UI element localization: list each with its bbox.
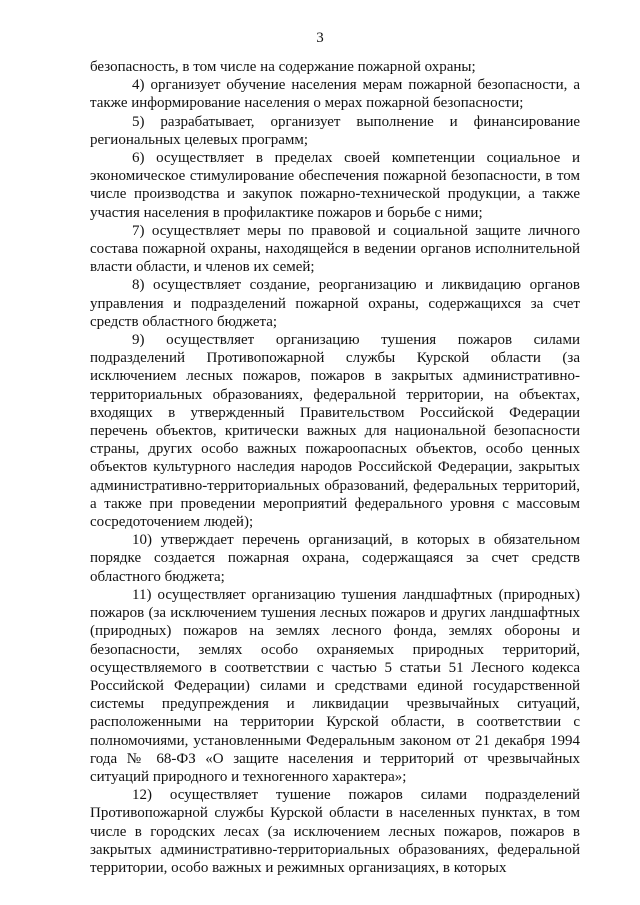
- paragraph-item-12: 12) осуществляет тушение пожаров силами подразделений Противопожарной службы Курской области в населенных пунктах, в том числе в городских лесах (за исключением лесных пожаров, пожаров в закрытых административно-территориальных образованиях, федеральной территории, особо важных и режимных организациях, в которых: [90, 787, 580, 876]
- paragraph-item-8: 8) осуществляет создание, реорганизацию и ликвидацию органов управления и подразделений пожарной охраны, содержащихся за счет средств областного бюджета;: [90, 277, 580, 330]
- paragraph-item-10: 10) утверждает перечень организаций, в которых в обязательном порядке создается пожарная охрана, содержащаяся за счет средств областного бюджета;: [90, 532, 580, 585]
- paragraph-item-11: 11) осуществляет организацию тушения ландшафтных (природных) пожаров (за исключением тушения лесных пожаров и других ландшафтных (природных) пожаров на землях лесного фонда, землях обороны и безопасности, землях особо охраняемых природных территорий, осуществляемого в соответствии с частью 5 статьи 51 Лесного кодекса Российской Федерации) силами и средствами единой государственной системы предупреждения и ликвидации чрезвычайных ситуаций, расположенными на территории Курской области, в соответствии с полномочиями, установленными Федеральным законом от 21 декабря 1994 года № 68-ФЗ «О защите населения и территорий от чрезвычайных ситуаций природного и техногенного характера»;: [90, 586, 580, 785]
- paragraph-item-4: 4) организует обучение населения мерам пожарной безопасности, а также информирование населения о мерах пожарной безопасности;: [90, 77, 580, 112]
- paragraph-continuation: безопасность, в том числе на содержание пожарной охраны;: [90, 59, 476, 75]
- paragraph-item-7: 7) осуществляет меры по правовой и социальной защите личного состава пожарной охраны, находящейся в ведении органов исполнительной власти области, и членов их семей;: [90, 222, 580, 276]
- page-number: 3: [316, 30, 324, 46]
- paragraph-item-5: 5) разрабатывает, организует выполнение и финансирование региональных целевых программ;: [90, 113, 580, 148]
- paragraph-item-6: 6) осуществляет в пределах своей компетенции социальное и экономическое стимулирование обеспечения пожарной безопасности, в том числе производства и закупок пожарно-технической продукции, а также участия населения в профилактике пожаров и борьбе с ними;: [90, 150, 580, 221]
- paragraph-item-9: 9) осуществляет организацию тушения пожаров силами подразделений Противопожарной службы Курской области (за исключением лесных пожаров, пожаров в закрытых административно-территориальных образованиях, федеральной территории, на объектах, входящих в утвержденный Правительством Российской Федерации перечень объектов, критически важных для национальной безопасности страны, других особо важных пожароопасных объектов, особо ценных объектов культурного наследия народов Российской Федерации, закрытых административно-территориальных образований, федеральных территорий, а также при проведении мероприятий федерального уровня с массовым сосредоточением людей);: [90, 332, 580, 531]
- document-body: [90, 58, 580, 877]
